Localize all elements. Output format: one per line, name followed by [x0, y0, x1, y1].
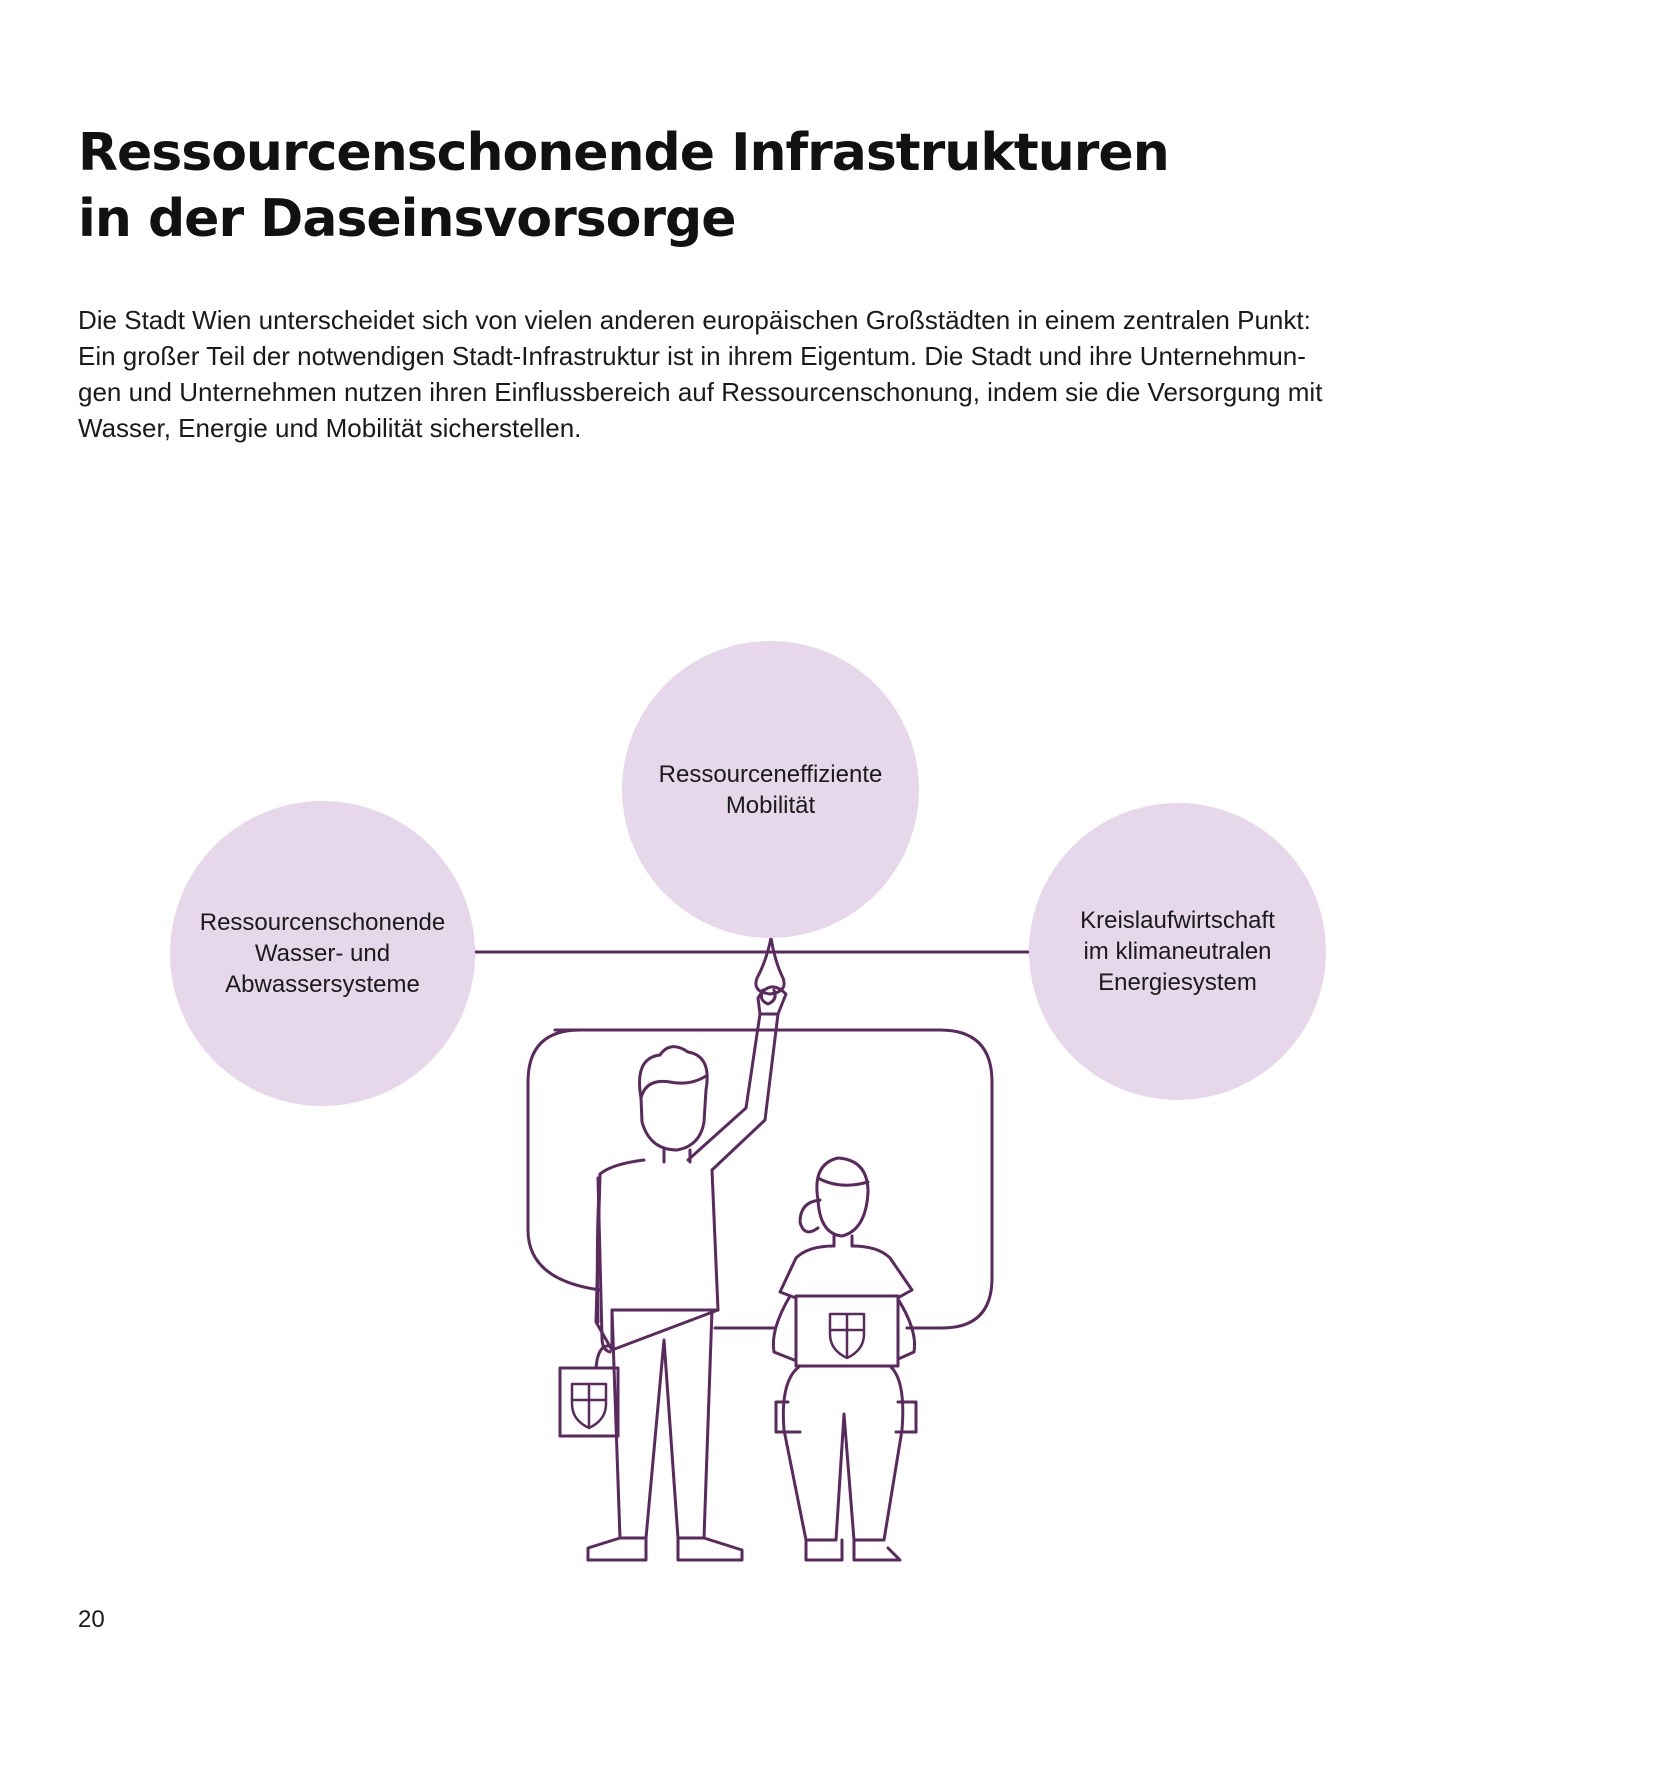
bubble-right-line: Kreislaufwirtschaft — [1080, 907, 1275, 934]
bubble-left — [170, 801, 475, 1106]
seated-person-head — [817, 1158, 868, 1236]
bubble-left-line: Abwassersysteme — [225, 971, 420, 998]
seated-person-torso — [780, 1246, 912, 1300]
bubble-right-line: im klimaneutralen — [1083, 938, 1272, 965]
bubble-right-line: Energiesystem — [1098, 969, 1257, 996]
bubble-center-label — [659, 759, 883, 821]
intro-line: Ein großer Teil der notwendigen Stadt-Infrastruktur ist in ihrem Eigentum. Die Stadt und ihre Unternehmun- — [78, 341, 1306, 371]
bubble-left-line: Wasser- und — [254, 940, 391, 967]
seat — [776, 1402, 800, 1432]
title-line-2: in der Daseinsvorsorge — [78, 189, 736, 249]
bubble-right-label — [1080, 905, 1275, 998]
intro-line: Die Stadt Wien unterscheidet sich von vielen anderen europäischen Großstädten in einem zentralen Punkt: — [78, 305, 1311, 335]
standing-person-torso — [596, 1160, 718, 1350]
bubble-left-line: Ressourcenschonende — [199, 909, 446, 936]
title-line-1: Ressourcenschonende Infrastrukturen — [78, 123, 1169, 183]
bubble-center — [622, 641, 919, 938]
seated-person-legs — [783, 1366, 902, 1540]
bubble-left-label — [200, 907, 446, 1000]
bubble-center-line: Ressourceneffiziente — [658, 760, 883, 788]
bubble-right — [1029, 803, 1326, 1100]
vienna-shield-icon — [572, 1384, 606, 1428]
standing-person-head — [640, 1047, 708, 1150]
intro-line: Wasser, Energie und Mobilität sicherstellen. — [78, 413, 582, 443]
bubble-center-line: Mobilität — [725, 791, 816, 819]
intro-line: gen und Unternehmen nutzen ihren Einflussbereich auf Ressourcenschonung, indem sie die Versorgung mit — [78, 377, 1323, 407]
hand-strap — [756, 938, 784, 994]
page-number: 20 — [78, 1606, 105, 1633]
